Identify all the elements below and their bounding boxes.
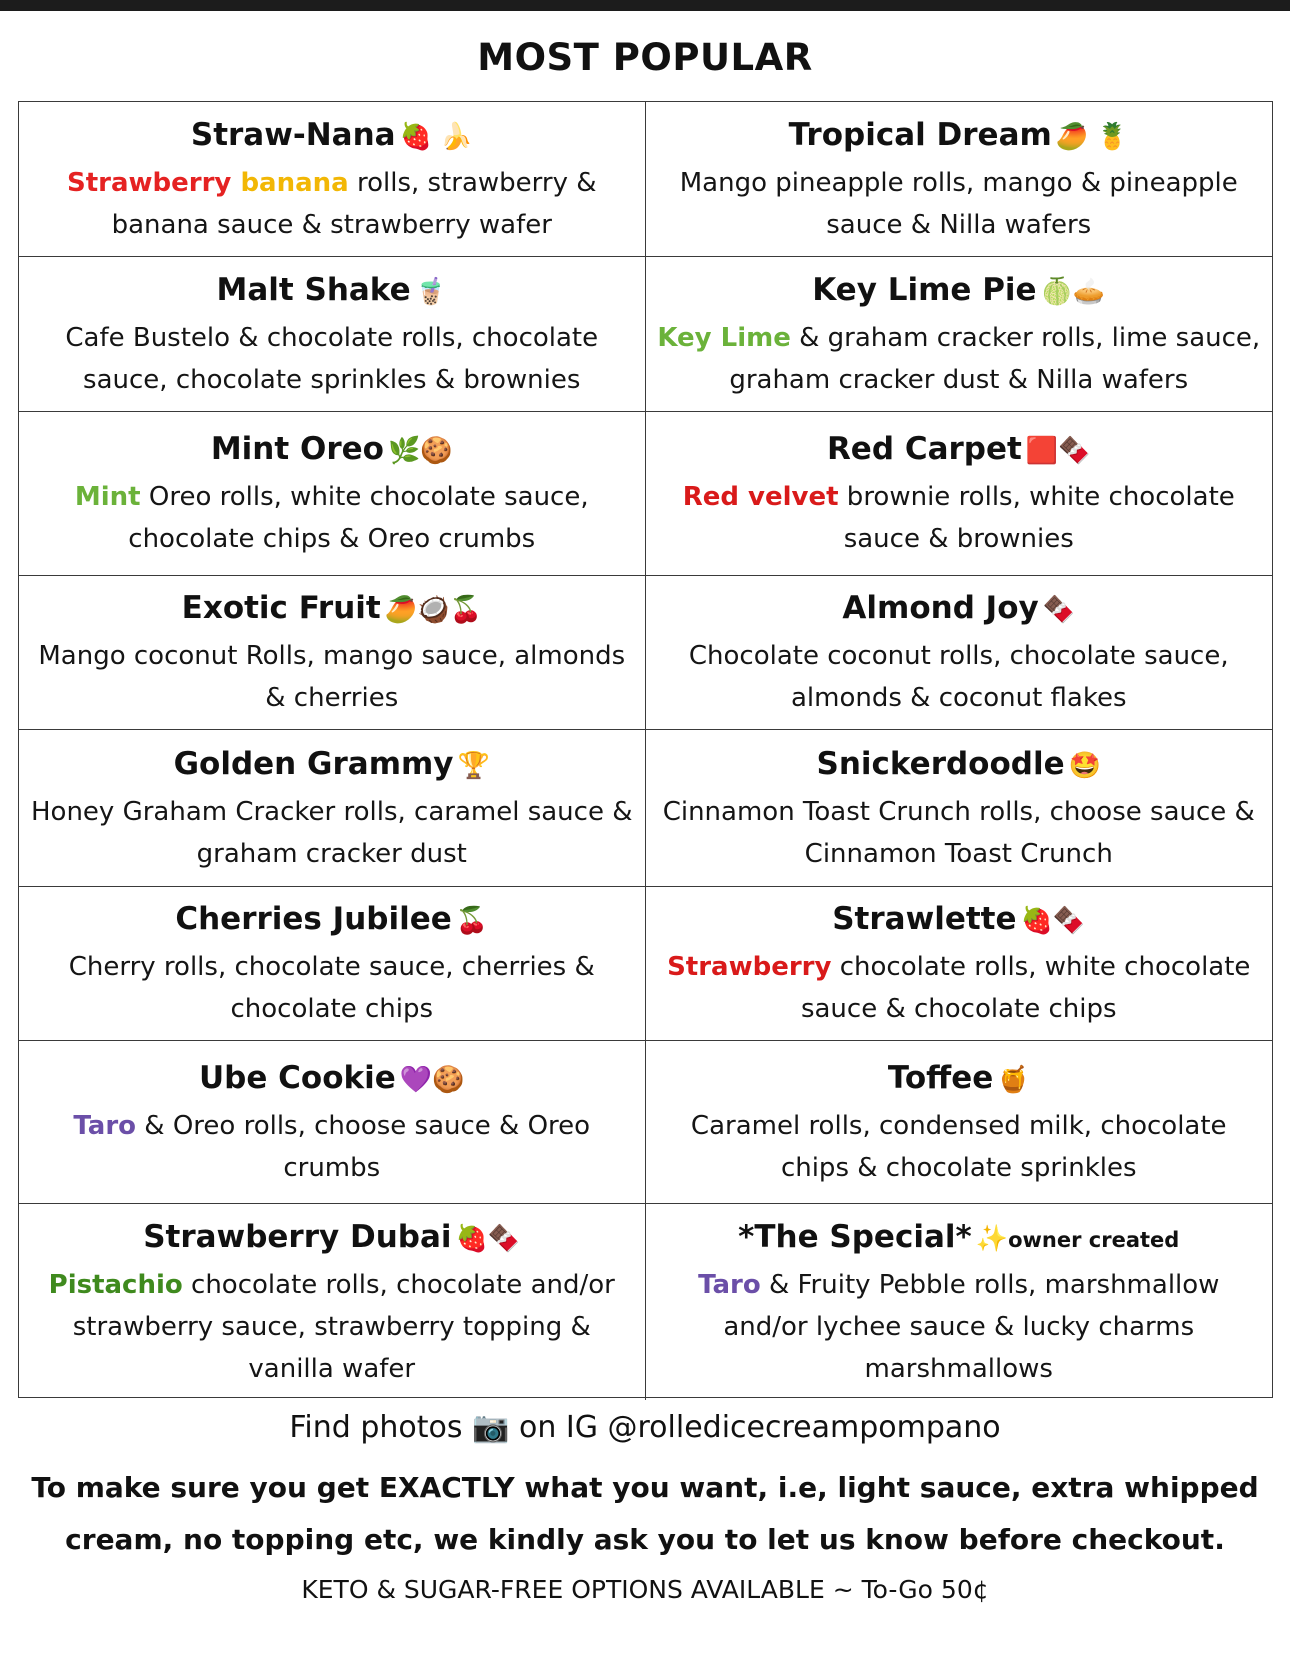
menu-grid [18, 101, 1273, 1398]
menu-item-name: Exotic Fruit [181, 590, 381, 626]
highlight-word: Taro [73, 1110, 137, 1141]
description-text: Honey Graham Cracker rolls, caramel sauce & graham cracker dust [30, 796, 633, 869]
photos-prefix: Find photos [289, 1410, 463, 1445]
menu-item-description [27, 476, 637, 560]
menu-item [19, 730, 646, 887]
menu-item [646, 1041, 1273, 1204]
menu-item-name: Key Lime Pie [812, 271, 1037, 308]
menu-item-name: Strawberry Dubai [143, 1218, 452, 1255]
description-text: & Oreo rolls, choose sauce & Oreo crumbs [136, 1110, 591, 1183]
page-title: MOST POPULAR [477, 36, 813, 79]
menu-item-emoji: 🏆 [457, 750, 490, 781]
menu-item-description [654, 1105, 1265, 1189]
menu-item-description [27, 317, 637, 401]
highlight-word: banana [240, 167, 349, 198]
menu-item-name: Red Carpet [826, 431, 1022, 467]
menu-item [19, 887, 646, 1041]
menu-item-name: *The Special* [738, 1218, 972, 1255]
menu-item-description [654, 162, 1265, 246]
menu-item-name: Tropical Dream [788, 116, 1052, 153]
highlight-word: Strawberry [667, 952, 832, 982]
menu-item [19, 1041, 646, 1204]
description-text: Oreo rolls, white chocolate sauce, chocolate chips & Oreo crumbs [128, 482, 589, 554]
camera-icon: 📷 [472, 1410, 510, 1445]
menu-item [19, 257, 646, 412]
instagram-handle: on IG @rolledicecreampompano [518, 1410, 1001, 1445]
custom-order-notice: To make sure you get EXACTLY what you want, i.e, light sauce, extra whipped cream, no topping etc, we kindly ask you to let us know before checkout. [31, 1471, 1259, 1556]
menu-item-name: Golden Grammy [173, 745, 454, 782]
menu-item [646, 1204, 1273, 1400]
menu-item [646, 257, 1273, 412]
menu-item-description [654, 635, 1265, 719]
menu-item-emoji: 💜🍪 [399, 1064, 465, 1095]
description-text: Mango coconut Rolls, mango sauce, almonds & cherries [38, 641, 626, 713]
menu-item-description [654, 791, 1265, 875]
top-border-bar [0, 0, 1290, 11]
description-text: chocolate rolls, chocolate and/or strawberry sauce, strawberry topping & vanilla wafer [72, 1269, 615, 1384]
menu-item [646, 576, 1273, 730]
menu-item-name: Almond Joy [842, 590, 1039, 626]
menu-item-emoji: 🍒 [455, 906, 489, 936]
description-text: Cherry rolls, chocolate sauce, cherries & chocolate chips [68, 952, 595, 1024]
menu-item-name: Ube Cookie [198, 1059, 396, 1096]
menu-item [646, 102, 1273, 257]
description-text: & Fruity Pebble rolls, marshmallow and/or lychee sauce & lucky charms marshmallows [723, 1269, 1220, 1384]
description-text: chocolate rolls, white chocolate sauce & chocolate chips [800, 952, 1251, 1024]
menu-item-emoji: 🌿🍪 [387, 436, 453, 466]
menu-item-name: Strawlette [832, 901, 1017, 937]
description-text: Cafe Bustelo & chocolate rolls, chocolate sauce, chocolate sprinkles & brownies [65, 322, 599, 395]
menu-item-description [654, 317, 1265, 401]
highlight-word: Pistachio [48, 1269, 183, 1300]
menu-item [646, 412, 1273, 576]
menu-item-name: Straw-Nana [190, 116, 396, 153]
menu-item-emoji: 🍈🥧 [1040, 276, 1106, 307]
description-text: Chocolate coconut rolls, chocolate sauce, almonds & coconut flakes [688, 641, 1229, 713]
menu-item-emoji: 🍓🍫 [1020, 906, 1086, 936]
description-text: Caramel rolls, condensed milk, chocolate chips & chocolate sprinkles [690, 1110, 1227, 1183]
description-text: rolls, strawberry & banana sauce & strawberry wafer [111, 167, 597, 240]
menu-item-emoji: 🍫 [1042, 595, 1076, 625]
menu-item-description [27, 1264, 637, 1390]
highlight-word: Red velvet [682, 482, 839, 512]
menu-item-description [27, 1105, 637, 1189]
menu-item-emoji: ✨ [975, 1223, 1009, 1254]
menu-item-emoji: 🍯 [997, 1064, 1030, 1095]
menu-item-name: Cherries Jubilee [175, 901, 452, 937]
menu-item-emoji: 🟥🍫 [1025, 436, 1091, 466]
menu-item-description [27, 791, 637, 875]
menu-item-description [27, 162, 637, 246]
menu-item-description [654, 1264, 1265, 1390]
menu-item-description [654, 946, 1265, 1030]
menu-item-emoji: 🍓 🍌 [399, 121, 473, 152]
menu-item [19, 1204, 646, 1400]
description-text: brownie rolls, white chocolate sauce & brownies [838, 482, 1235, 554]
description-text: Cinnamon Toast Crunch rolls, choose sauce & Cinnamon Toast Crunch [662, 796, 1255, 869]
highlight-word: Key Lime [657, 322, 791, 353]
menu-item [19, 576, 646, 730]
menu-item-description [654, 476, 1265, 560]
highlight-word: Taro [698, 1269, 761, 1300]
menu-item [646, 730, 1273, 887]
menu-item-description [27, 635, 637, 719]
menu-item-name: Snickerdoodle [816, 745, 1065, 782]
description-text: & graham cracker rolls, lime sauce, graham cracker dust & Nilla wafers [729, 322, 1261, 395]
menu-item [19, 412, 646, 576]
highlight-word: Strawberry [67, 167, 241, 198]
menu-item-name: Malt Shake [216, 271, 411, 308]
options-line: KETO & SUGAR-FREE OPTIONS AVAILABLE ~ To-Go 50¢ [301, 1575, 989, 1604]
menu-item-emoji: 🧋 [414, 276, 447, 307]
description-text: Mango pineapple rolls, mango & pineapple sauce & Nilla wafers [679, 167, 1238, 240]
instagram-line [0, 1410, 1290, 1445]
menu-item-name: Mint Oreo [210, 431, 384, 467]
highlight-word: Mint [74, 482, 141, 512]
menu-item-name: Toffee [887, 1059, 994, 1096]
menu-item-emoji: 🥭 🍍 [1055, 121, 1129, 152]
menu-item-emoji: 🍓🍫 [455, 1223, 521, 1254]
menu-item-note: owner created [1008, 1227, 1180, 1252]
menu-item-emoji: 🤩 [1068, 750, 1101, 781]
menu-item [646, 887, 1273, 1041]
menu-item [19, 102, 646, 257]
menu-item-description [27, 946, 637, 1030]
menu-item-emoji: 🥭🥥🍒 [384, 595, 482, 625]
